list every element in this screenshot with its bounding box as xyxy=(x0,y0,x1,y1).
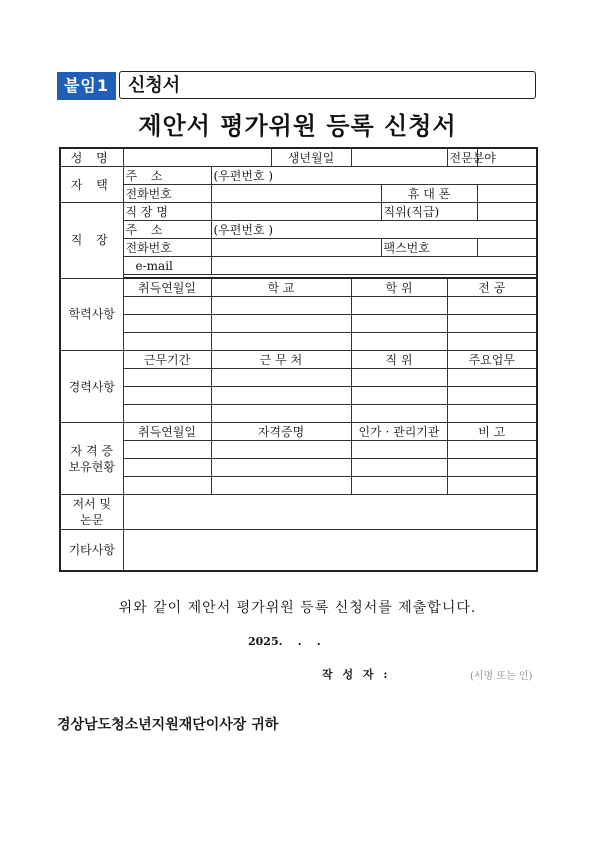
career-header: 직 위 xyxy=(351,351,447,369)
birth-field[interactable] xyxy=(351,148,447,167)
license-cell[interactable] xyxy=(351,477,447,495)
education-cell[interactable] xyxy=(351,297,447,315)
career-cell[interactable] xyxy=(123,369,211,387)
career-cell[interactable] xyxy=(123,387,211,405)
mobile-label: 휴 대 폰 xyxy=(381,185,477,203)
email-field[interactable] xyxy=(211,257,537,275)
career-cell[interactable] xyxy=(351,369,447,387)
home-section-label: 자 택 xyxy=(60,167,123,203)
work-phone-label: 전화번호 xyxy=(123,239,211,257)
home-address-field[interactable]: (우편번호 ) xyxy=(211,167,537,185)
license-label-line2: 보유현황 xyxy=(68,459,115,474)
name-label: 성 명 xyxy=(60,148,123,167)
license-header: 인가 · 관리기관 xyxy=(351,423,447,441)
etc-row xyxy=(60,530,537,572)
education-row xyxy=(60,333,537,351)
name-row xyxy=(60,148,537,167)
license-header-row xyxy=(60,423,537,441)
career-cell[interactable] xyxy=(351,405,447,423)
career-row xyxy=(60,387,537,405)
career-cell[interactable] xyxy=(211,387,351,405)
workplace-field[interactable] xyxy=(211,203,381,221)
education-header: 학 위 xyxy=(351,278,447,297)
license-cell[interactable] xyxy=(123,441,211,459)
fax-label: 팩스번호 xyxy=(381,239,477,257)
field-label-text: 전문분야 xyxy=(449,150,496,165)
name-field[interactable] xyxy=(123,148,271,167)
license-header: 비 고 xyxy=(447,423,537,441)
education-cell[interactable] xyxy=(351,315,447,333)
education-cell[interactable] xyxy=(447,333,537,351)
career-cell[interactable] xyxy=(447,369,537,387)
papers-field[interactable] xyxy=(123,495,537,530)
career-header: 주요업무 xyxy=(447,351,537,369)
education-cell[interactable] xyxy=(211,297,351,315)
license-cell[interactable] xyxy=(351,441,447,459)
education-section-label: 학력사항 xyxy=(60,278,123,351)
license-cell[interactable] xyxy=(123,459,211,477)
license-row xyxy=(60,477,537,495)
education-cell[interactable] xyxy=(447,297,537,315)
position-field[interactable] xyxy=(477,203,537,221)
home-address-row xyxy=(60,167,537,185)
license-row xyxy=(60,441,537,459)
field-label xyxy=(447,148,496,167)
email-row xyxy=(60,257,537,275)
papers-row xyxy=(60,495,537,530)
education-cell[interactable] xyxy=(123,297,211,315)
submission-date[interactable]: 2025. . . xyxy=(248,635,321,648)
birth-label: 생년월일 xyxy=(271,148,351,167)
work-phone-field[interactable] xyxy=(211,239,381,257)
license-cell[interactable] xyxy=(123,477,211,495)
workplace-row xyxy=(60,203,537,221)
career-row xyxy=(60,405,537,423)
education-row xyxy=(60,315,537,333)
fax-field[interactable] xyxy=(477,239,537,257)
writer-label: 작 성 자 : xyxy=(322,668,391,681)
work-address-field[interactable]: (우편번호 ) xyxy=(211,221,537,239)
license-cell[interactable] xyxy=(211,441,351,459)
page-title: 제안서 평가위원 등록 신청서 xyxy=(138,112,457,140)
home-phone-label: 전화번호 xyxy=(123,185,211,203)
education-row xyxy=(60,297,537,315)
license-label-line1: 자 격 증 xyxy=(70,443,113,458)
education-header: 취득연월일 xyxy=(123,278,211,297)
etc-field[interactable] xyxy=(123,530,537,572)
license-header: 취득연월일 xyxy=(123,423,211,441)
education-header-row xyxy=(60,278,537,297)
license-section-label xyxy=(60,423,123,495)
career-cell[interactable] xyxy=(447,405,537,423)
home-phone-field[interactable] xyxy=(211,185,381,203)
submission-statement: 위와 같이 제안서 평가위원 등록 신청서를 제출합니다. xyxy=(118,600,477,616)
license-header: 자격증명 xyxy=(211,423,351,441)
home-address-label: 주 소 xyxy=(123,167,211,185)
career-cell[interactable] xyxy=(211,369,351,387)
license-cell[interactable] xyxy=(447,459,537,477)
license-row xyxy=(60,459,537,477)
education-cell[interactable] xyxy=(447,315,537,333)
career-header-row xyxy=(60,351,537,369)
document-type-label: 신청서 xyxy=(119,71,536,99)
license-cell[interactable] xyxy=(351,459,447,477)
attachment-badge: 붙임1 xyxy=(57,72,116,100)
application-form-table xyxy=(59,147,538,572)
career-section-label: 경력사항 xyxy=(60,351,123,423)
papers-label-line1: 저서 및 xyxy=(72,497,112,511)
position-label: 직위(직급) xyxy=(381,203,477,221)
career-cell[interactable] xyxy=(211,405,351,423)
workplace-label: 직 장 명 xyxy=(123,203,211,221)
etc-label: 기타사항 xyxy=(60,530,123,572)
education-cell[interactable] xyxy=(211,315,351,333)
education-cell[interactable] xyxy=(123,315,211,333)
papers-label-line2: 논문 xyxy=(80,513,104,527)
career-header: 근 무 처 xyxy=(211,351,351,369)
recipient: 경상남도청소년지원재단이사장 귀하 xyxy=(57,717,279,733)
work-address-label: 주 소 xyxy=(123,221,211,239)
work-section-label: 직 장 xyxy=(60,203,123,279)
license-cell[interactable] xyxy=(447,441,537,459)
papers-label xyxy=(60,495,123,530)
education-header: 학 교 xyxy=(211,278,351,297)
license-cell[interactable] xyxy=(211,477,351,495)
career-cell[interactable] xyxy=(351,387,447,405)
career-cell[interactable] xyxy=(123,405,211,423)
work-phone-row xyxy=(60,239,537,257)
home-phone-row xyxy=(60,185,537,203)
career-cell[interactable] xyxy=(447,387,537,405)
education-cell[interactable] xyxy=(211,333,351,351)
education-cell[interactable] xyxy=(351,333,447,351)
email-label: e-mail xyxy=(123,257,211,275)
license-cell[interactable] xyxy=(211,459,351,477)
signature-hint[interactable]: (서명 또는 인) xyxy=(470,671,533,682)
license-cell[interactable] xyxy=(447,477,537,495)
work-address-row xyxy=(60,221,537,239)
career-header: 근무기간 xyxy=(123,351,211,369)
career-row xyxy=(60,369,537,387)
mobile-field[interactable] xyxy=(477,185,537,203)
education-header: 전 공 xyxy=(447,278,537,297)
education-cell[interactable] xyxy=(123,333,211,351)
